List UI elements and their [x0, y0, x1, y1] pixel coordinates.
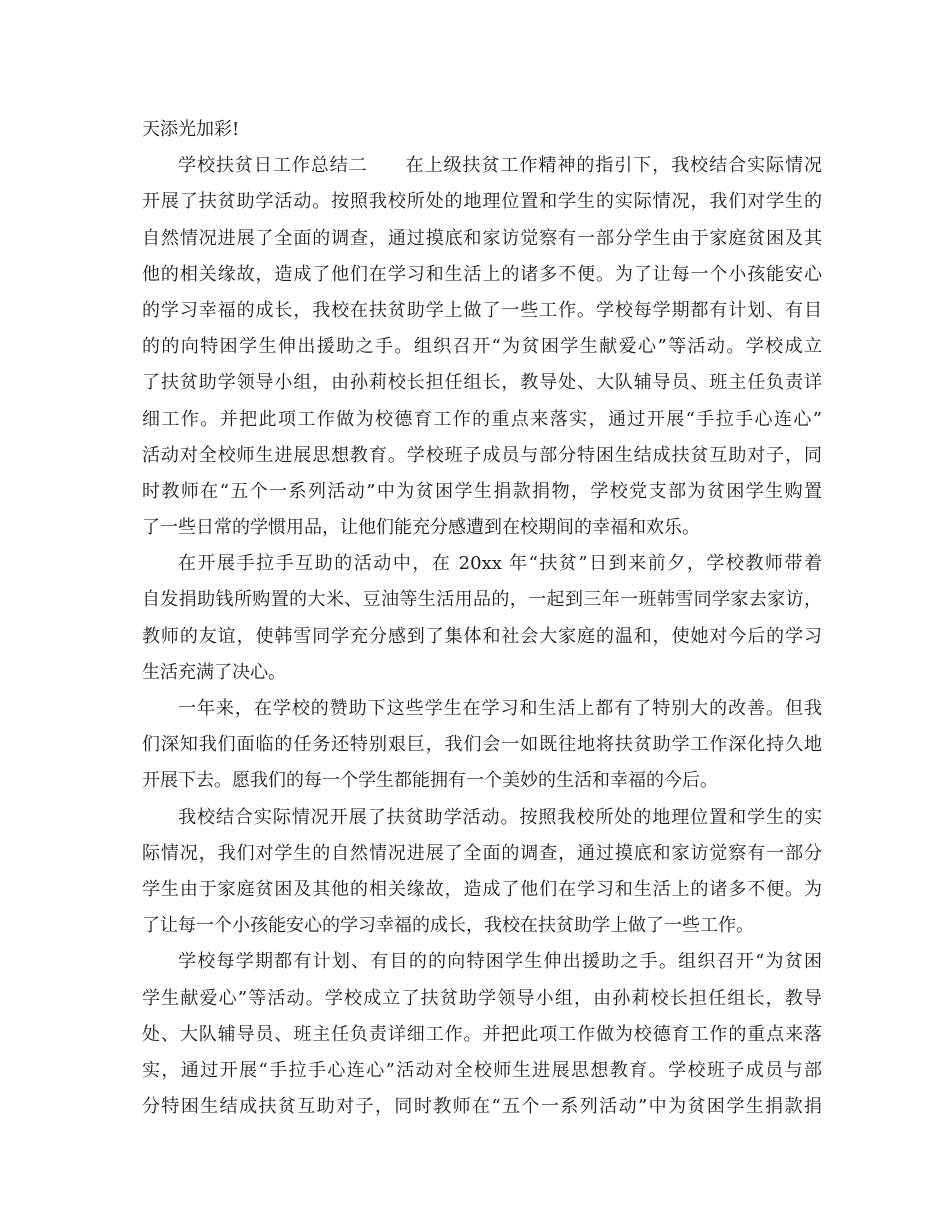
text-line: 自发捐助钱所购置的大米、豆油等生活用品的，一起到三年一班韩雪同学家去家访，	[142, 589, 822, 611]
text-line: 天添光加彩!	[142, 119, 240, 140]
text-line: 处、大队辅导员、班主任负责详细工作。并把此项工作做为校德育工作的重点来落	[142, 1023, 822, 1045]
text-line: 细工作。并把此项工作做为校德育工作的重点来落实，通过开展“手拉手心连心”	[142, 408, 822, 430]
text-line: 实，通过开展“手拉手心连心”活动对全校师生进展思想教育。学校班子成员与部	[142, 1059, 822, 1081]
text-line: 了让每一个小孩能安心的学习幸福的成长，我校在扶贫助学上做了一些工作。	[142, 915, 754, 937]
text-line: 了一些日常的学惯用品，让他们能充分感遭到在校期间的幸福和欢乐。	[142, 517, 700, 539]
text-line: 教师的友谊，使韩雪同学充分感到了集体和社会大家庭的温和，使她对今后的学习	[142, 625, 822, 647]
text-line: 了扶贫助学领导小组，由孙莉校长担任组长，教导处、大队辅导员、班主任负责详	[142, 372, 822, 394]
paragraph-first-line: 学校每学期都有计划、有目的的向特困学生伸出援助之手。组织召开“为贫困	[178, 951, 822, 973]
document-body	[142, 112, 822, 1125]
text-line: 分特困生结成扶贫互助对子，同时教师在“五个一系列活动”中为贫困学生捐款捐	[142, 1096, 822, 1118]
paragraph-first-line: 在开展手拉手互助的活动中，在 20xx 年“扶贫”日到来前夕，学校教师带着	[178, 553, 822, 575]
text-line: 自然情况进展了全面的调查，通过摸底和家访觉察有一部分学生由于家庭贫困及其	[142, 227, 822, 249]
paragraph-first-line: 我校结合实际情况开展了扶贫助学活动。按照我校所处的地理位置和学生的实	[178, 806, 822, 828]
text-line: 时教师在“五个一系列活动”中为贫困学生捐款捐物，学校党支部为贫困学生购置	[142, 480, 822, 502]
text-line: 学生献爱心”等活动。学校成立了扶贫助学领导小组，由孙莉校长担任组长，教导	[142, 987, 822, 1009]
text-line: 学生由于家庭贫困及其他的相关缘故，造成了他们在学习和生活上的诸多不便。为	[142, 878, 822, 900]
text-line: 生活充满了决心。	[142, 661, 286, 683]
paragraph-first-line: 学校扶贫日工作总结二 在上级扶贫工作精神的指引下，我校结合实际情况	[178, 155, 822, 177]
text-line: 际情况，我们对学生的自然情况进展了全面的调查，通过摸底和家访觉察有一部分	[142, 842, 822, 864]
text-line: 活动对全校师生进展思想教育。学校班子成员与部分特困生结成扶贫互助对子，同	[142, 444, 822, 466]
text-line: 开展下去。愿我们的每一个学生都能拥有一个美妙的生活和幸福的今后。	[142, 770, 718, 792]
paragraph-first-line: 一年来，在学校的赞助下这些学生在学习和生活上都有了特别大的改善。但我	[178, 698, 822, 719]
text-line: 们深知我们面临的任务还特别艰巨，我们会一如既往地将扶贫助学工作深化持久地	[142, 734, 822, 756]
text-line: 的的向特困学生伸出援助之手。组织召开“为贫困学生献爱心”等活动。学校成立	[142, 336, 822, 358]
text-line: 的学习幸福的成长，我校在扶贫助学上做了一些工作。学校每学期都有计划、有目	[142, 299, 822, 321]
text-line: 开展了扶贫助学活动。按照我校所处的地理位置和学生的实际情况，我们对学生的	[142, 191, 822, 213]
text-line: 他的相关缘故，造成了他们在学习和生活上的诸多不便。为了让每一个小孩能安心	[142, 263, 822, 285]
